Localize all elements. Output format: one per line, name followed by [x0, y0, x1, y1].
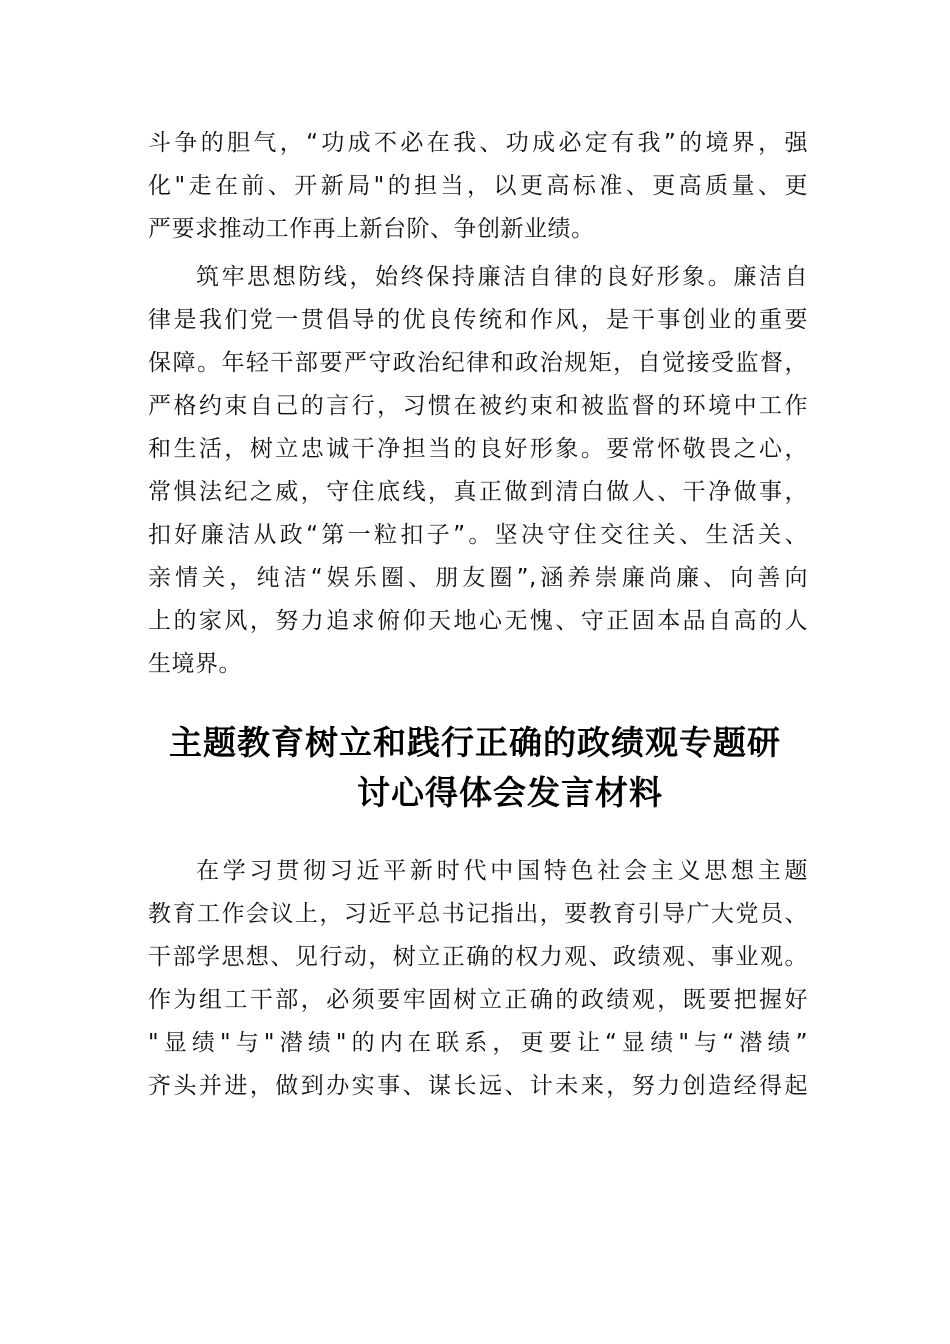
paragraph-3-line-2: 教育工作会议上，习近平总书记指出，要教育引导广大党员、 — [148, 901, 808, 927]
paragraph-2-line-1: 筑牢思想防线，始终保持廉洁自律的良好形象。廉洁自 — [196, 264, 808, 290]
paragraph-1-line-2: 化"走在前、开新局"的担当，以更高标准、更高质量、更 — [148, 173, 808, 199]
paragraph-2-line-7: 扣好廉洁从政“第一粒扣子”。坚决守住交往关、生活关、 — [148, 522, 808, 548]
page-title-line-1: 主题教育树立和践行正确的政绩观专题研 — [169, 723, 781, 762]
paragraph-3-line-3: 干部学思想、见行动，树立正确的权力观、政绩观、事业观。 — [148, 944, 808, 970]
paragraph-1-line-3: 严要求推动工作再上新台阶、争创新业绩。 — [148, 216, 595, 242]
paragraph-2-line-2: 律是我们党一贯倡导的优良传统和作风，是干事创业的重要 — [148, 307, 808, 333]
paragraph-3-line-4: 作为组工干部，必须要牢固树立正确的政绩观，既要把握好 — [148, 987, 808, 1013]
paragraph-3-line-6: 齐头并进，做到办实事、谋长远、计未来，努力创造经得起 — [148, 1073, 808, 1099]
paragraph-2-line-4: 严格约束自己的言行，习惯在被约束和被监督的环境中工作 — [148, 393, 808, 419]
paragraph-2-line-10: 生境界。 — [148, 651, 242, 677]
paragraph-2-line-3: 保障。年轻干部要严守政治纪律和政治规矩，自觉接受监督， — [148, 350, 808, 376]
paragraph-3-line-1: 在学习贯彻习近平新时代中国特色社会主义思想主题 — [196, 858, 808, 884]
paragraph-1-line-1: 斗争的胆气，“功成不必在我、功成必定有我”的境界，强 — [148, 130, 808, 156]
paragraph-2-line-5: 和生活，树立忠诚干净担当的良好形象。要常怀敬畏之心， — [148, 436, 808, 462]
paragraph-2-line-8: 亲情关，纯洁“娱乐圈、朋友圈”,涵养崇廉尚廉、向善向 — [148, 565, 808, 591]
page-title-line-2: 讨心得体会发言材料 — [357, 773, 663, 812]
paragraph-2-line-6: 常惧法纪之威，守住底线，真正做到清白做人、干净做事， — [148, 479, 808, 505]
paragraph-2-line-9: 上的家风，努力追求俯仰天地心无愧、守正固本品自高的人 — [148, 608, 808, 634]
paragraph-3-line-5: "显绩"与"潜绩"的内在联系，更要让“显绩"与“潜绩” — [148, 1030, 808, 1056]
